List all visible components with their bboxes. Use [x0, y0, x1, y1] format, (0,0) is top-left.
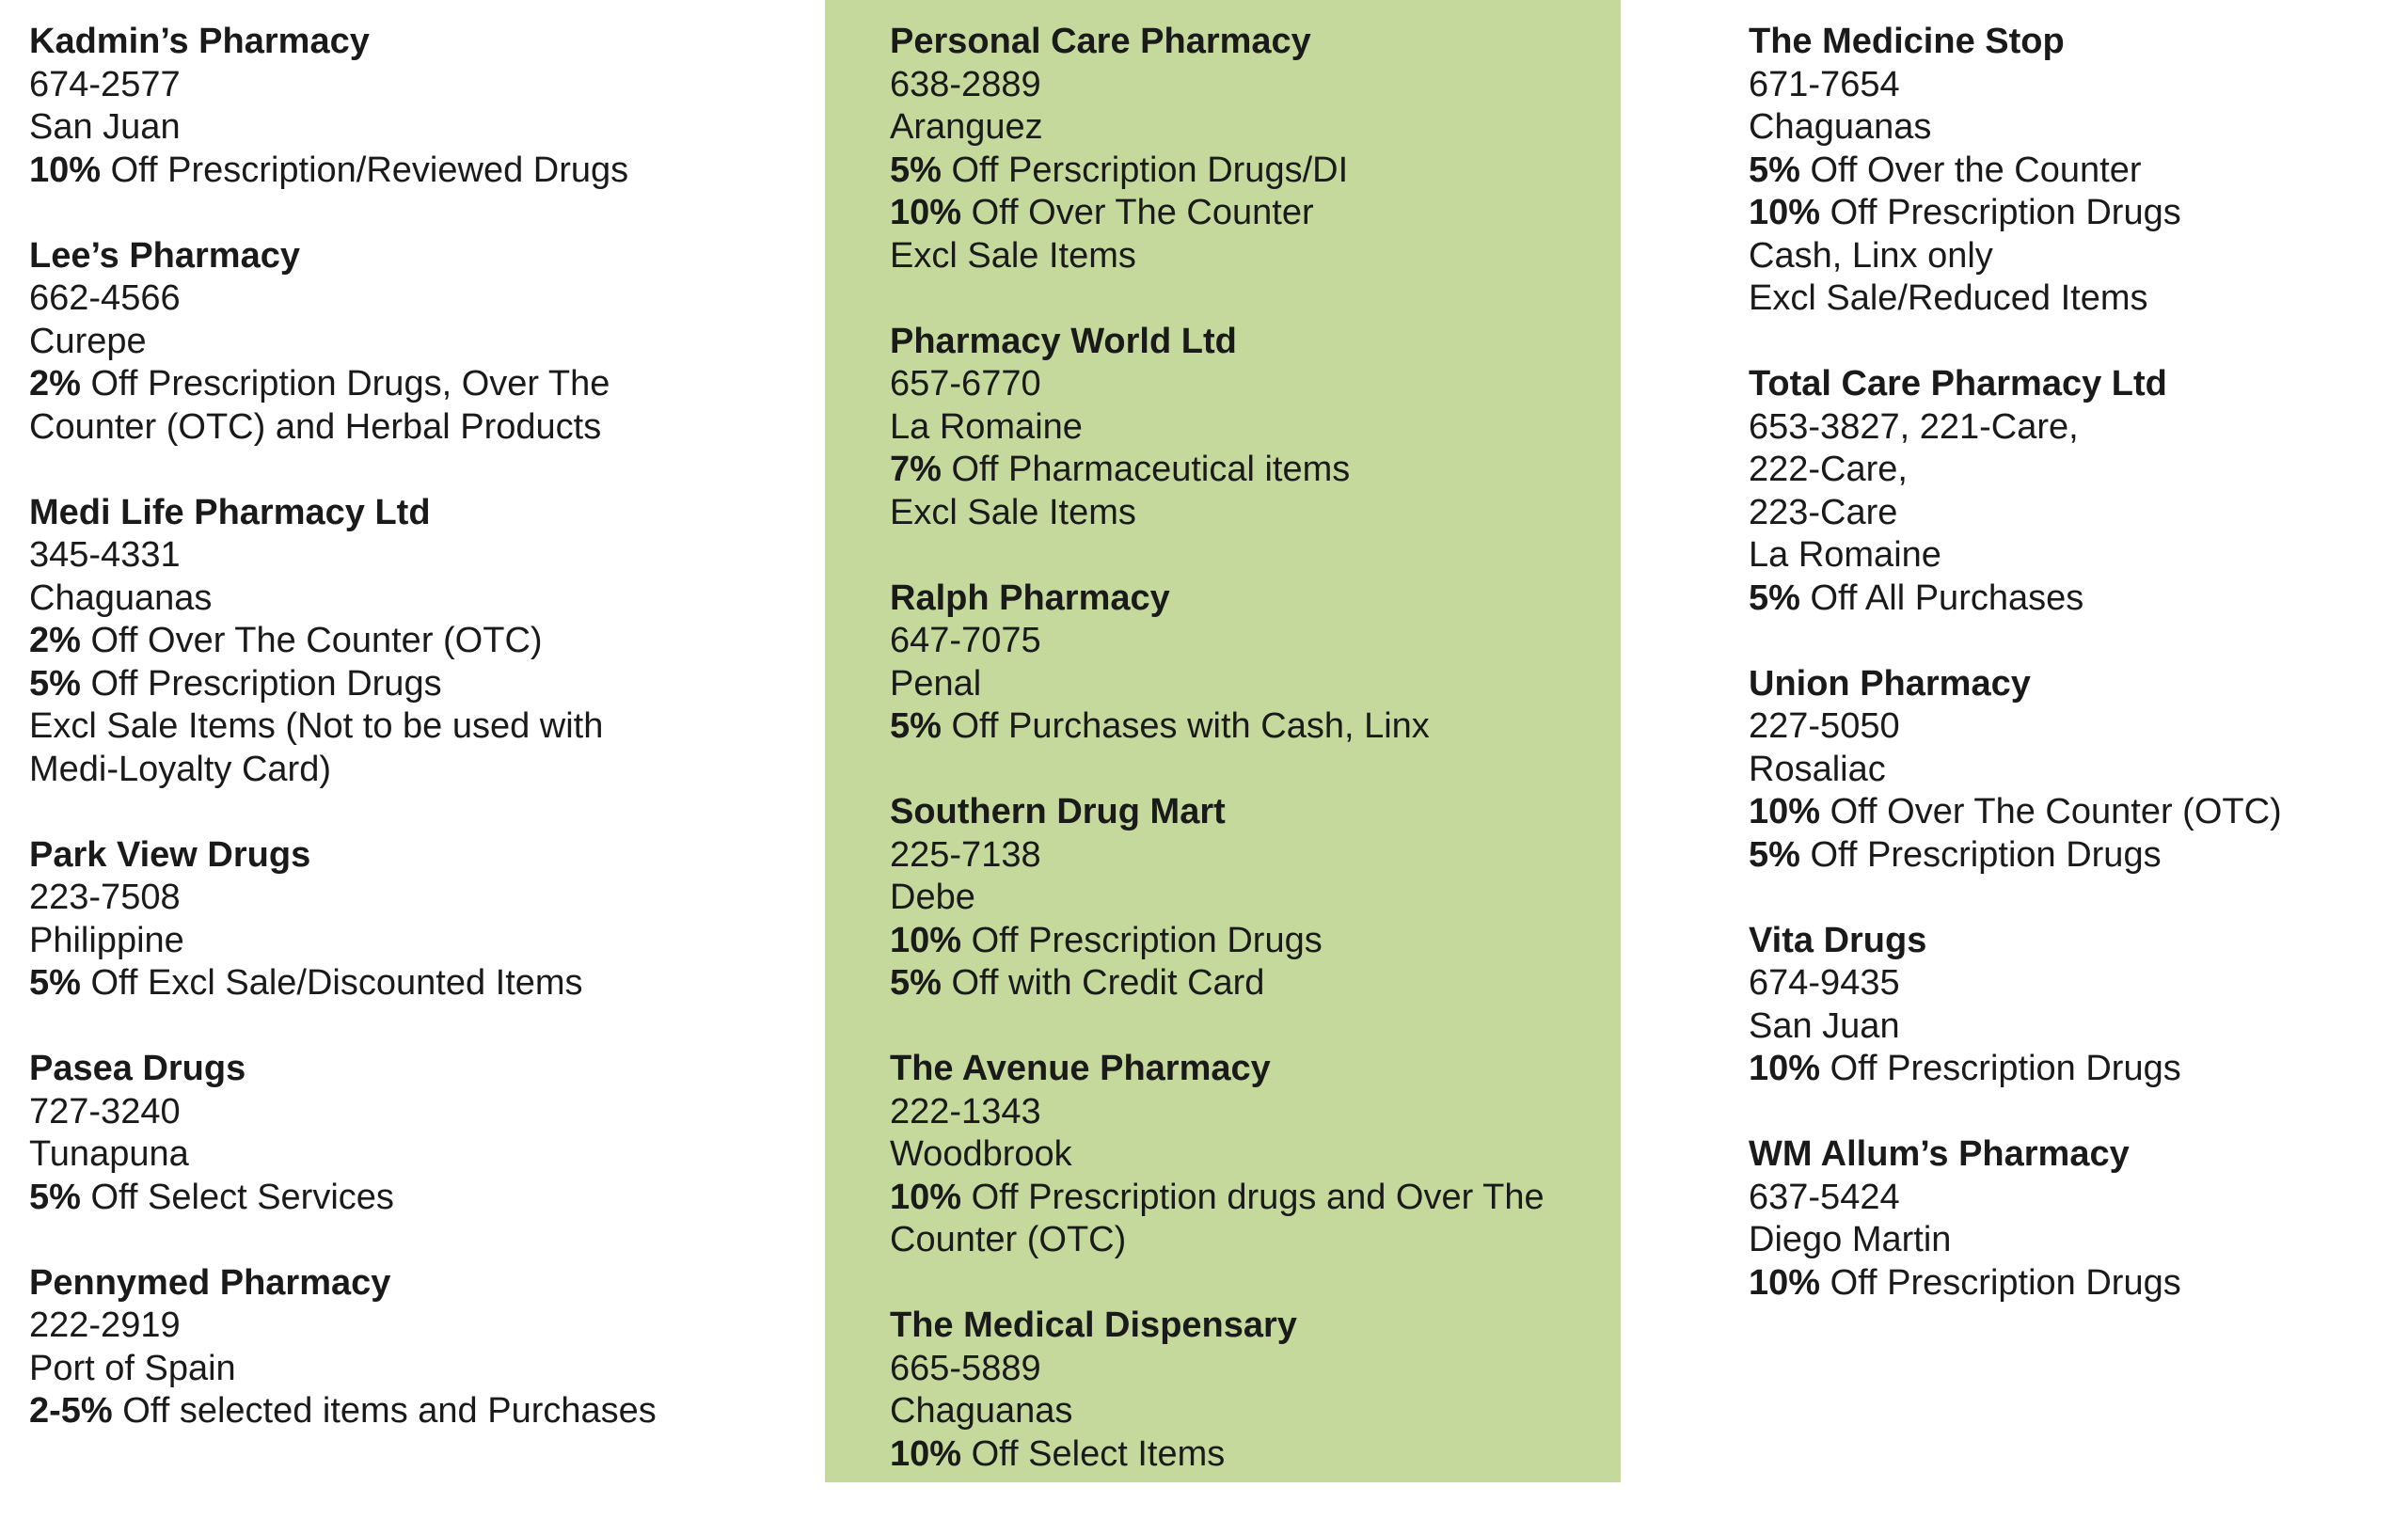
pharmacy-phone-extra: 223-Care	[1749, 492, 1898, 532]
pharmacy-listing	[29, 834, 800, 1005]
discount-offer	[890, 1433, 1605, 1477]
discount-percentage: 10%	[890, 1177, 962, 1217]
pharmacy-phone: 227-5050	[1749, 706, 1900, 746]
discount-description: Off Prescription/Reviewed Drugs	[101, 150, 629, 190]
pharmacy-phone: 674-9435	[1749, 963, 1900, 1003]
discount-description: Off Over The Counter	[961, 193, 1314, 232]
discount-percentage: 5%	[1749, 834, 1800, 875]
discount-note: Cash, Linx only	[1749, 235, 1993, 276]
discount-percentage: 2%	[29, 621, 81, 660]
discount-percentage: 5%	[890, 963, 942, 1003]
discount-description: Off Pharmaceutical items	[941, 450, 1351, 489]
pharmacy-phone: 727-3240	[29, 1091, 181, 1131]
pharmacy-location: La Romaine	[890, 406, 1083, 447]
discount-description: Off Over the Counter	[1799, 150, 2142, 190]
pharmacy-location: San Juan	[29, 107, 181, 147]
pharmacy-listing	[29, 235, 800, 450]
discount-percentage: 2-5%	[29, 1391, 113, 1431]
discount-percentage: 5%	[1749, 578, 1800, 618]
pharmacy-name: Lee’s Pharmacy	[29, 235, 300, 276]
discount-percentage: 5%	[29, 963, 81, 1003]
pharmacy-location: Chaguanas	[29, 578, 213, 618]
pharmacy-location: Rosaliac	[1749, 749, 1886, 789]
pharmacy-name: Ralph Pharmacy	[890, 578, 1170, 618]
discount-note: Medi-Loyalty Card)	[29, 749, 331, 789]
discount-offer	[890, 962, 1605, 1005]
pharmacy-location: San Juan	[1749, 1005, 1900, 1046]
discount-description: Off Excl Sale/Discounted Items	[80, 963, 583, 1003]
discount-percentage: 10%	[890, 920, 962, 960]
discount-description: Off selected items and Purchases	[112, 1391, 657, 1431]
discount-percentage: 10%	[890, 193, 962, 232]
discount-description: Off Prescription Drugs	[1820, 1049, 2181, 1088]
pharmacy-listing	[29, 1262, 800, 1433]
pharmacy-name: WM Allum’s Pharmacy	[1749, 1134, 2130, 1174]
pharmacy-location: Debe	[890, 878, 975, 917]
pharmacy-listing	[1749, 21, 2388, 321]
pharmacy-location: Curepe	[29, 321, 147, 361]
pharmacy-name: Union Pharmacy	[1749, 663, 2031, 704]
pharmacy-phone: 637-5424	[1749, 1177, 1900, 1217]
discount-percentage: 10%	[1749, 193, 1821, 232]
discount-description: Off Select Items	[961, 1433, 1226, 1474]
discount-offer	[890, 150, 1605, 193]
pharmacy-name: Vita Drugs	[1749, 920, 1927, 960]
pharmacy-name: Pennymed Pharmacy	[29, 1262, 391, 1303]
pharmacy-phone: 225-7138	[890, 834, 1041, 875]
discount-percentage: 10%	[29, 150, 102, 190]
pharmacy-phone: 222-1343	[890, 1091, 1041, 1131]
pharmacy-listing	[1749, 920, 2388, 1091]
discount-description: Off Prescription Drugs	[1820, 1262, 2181, 1303]
pharmacy-phone: 223-7508	[29, 878, 181, 917]
discount-description: Off Prescription Drugs, Over The	[80, 364, 610, 403]
pharmacy-listing	[29, 492, 800, 792]
discount-offer	[1749, 150, 2388, 193]
discount-offer	[29, 620, 800, 663]
discount-offer	[29, 1390, 800, 1433]
discount-offer	[29, 962, 800, 1005]
discount-offer	[1749, 1262, 2388, 1305]
pharmacy-phone: 345-4331	[29, 535, 181, 575]
pharmacy-column-right	[1749, 21, 2388, 1348]
pharmacy-listing	[890, 1048, 1605, 1262]
pharmacy-phone: 665-5889	[890, 1348, 1041, 1388]
discount-description: Off Over The Counter (OTC)	[1820, 792, 2282, 831]
discount-description: Off with Credit Card	[941, 963, 1265, 1003]
discount-offer	[890, 1177, 1605, 1220]
pharmacy-location: La Romaine	[1749, 535, 1941, 575]
pharmacy-listing	[29, 21, 800, 192]
pharmacy-location: Aranguez	[890, 107, 1043, 147]
discount-offer	[890, 449, 1605, 492]
discount-description: Off Over The Counter (OTC)	[80, 621, 543, 660]
discount-percentage: 2%	[29, 364, 81, 403]
discount-percentage: 10%	[890, 1433, 962, 1474]
discount-percentage: 7%	[890, 450, 942, 489]
discount-percentage: 5%	[1749, 150, 1800, 190]
pharmacy-phone: 647-7075	[890, 621, 1041, 660]
pharmacy-listing	[890, 578, 1605, 749]
pharmacy-name: Pasea Drugs	[29, 1049, 246, 1088]
pharmacy-listing	[890, 791, 1605, 1005]
discount-description: Off Prescription Drugs	[80, 663, 442, 704]
pharmacy-listing	[890, 321, 1605, 535]
pharmacy-phone: 674-2577	[29, 64, 181, 104]
pharmacy-listing	[1749, 1133, 2388, 1305]
discount-offer	[890, 192, 1605, 235]
discount-description: Off Prescription drugs and Over The	[961, 1177, 1545, 1217]
pharmacy-listing	[890, 1305, 1605, 1476]
discount-description: Off All Purchases	[1799, 578, 2084, 618]
pharmacy-phone: 638-2889	[890, 64, 1041, 104]
discount-note: Counter (OTC)	[890, 1220, 1127, 1259]
discount-offer	[1749, 791, 2388, 834]
discount-offer	[1749, 834, 2388, 878]
discount-percentage: 10%	[1749, 1049, 1821, 1088]
pharmacy-listing	[1749, 663, 2388, 878]
pharmacy-location: Philippine	[29, 920, 184, 960]
discount-offer	[1749, 192, 2388, 235]
pharmacy-name: The Medical Dispensary	[890, 1305, 1297, 1345]
pharmacy-location: Diego Martin	[1749, 1220, 1952, 1259]
pharmacy-listing	[890, 21, 1605, 277]
pharmacy-name: The Avenue Pharmacy	[890, 1049, 1271, 1088]
discount-offer	[29, 363, 800, 406]
discount-note: Excl Sale Items	[890, 235, 1136, 276]
pharmacy-location: Woodbrook	[890, 1134, 1072, 1174]
pharmacy-location: Chaguanas	[890, 1391, 1073, 1431]
discount-note: Excl Sale Items (Not to be used with	[29, 706, 604, 746]
pharmacy-name: Medi Life Pharmacy Ltd	[29, 492, 431, 532]
discount-description: Off Prescription Drugs	[1799, 834, 2162, 875]
pharmacy-name: Kadmin’s Pharmacy	[29, 22, 370, 61]
pharmacy-location: Penal	[890, 663, 982, 704]
pharmacy-phone: 671-7654	[1749, 64, 1900, 104]
discount-percentage: 10%	[1749, 1262, 1821, 1303]
discount-description: Off Prescription Drugs	[961, 920, 1323, 960]
discount-description: Off Prescription Drugs	[1820, 193, 2181, 232]
pharmacy-phone: 222-2919	[29, 1305, 181, 1345]
pharmacy-listing	[1749, 363, 2388, 620]
pharmacy-phone-extra: 222-Care,	[1749, 450, 1908, 489]
pharmacy-phone: 657-6770	[890, 364, 1041, 403]
pharmacy-location: Port of Spain	[29, 1348, 236, 1388]
discount-percentage: 5%	[890, 706, 942, 746]
discount-percentage: 10%	[1749, 792, 1821, 831]
discount-offer	[1749, 578, 2388, 621]
pharmacy-location: Tunapuna	[29, 1134, 189, 1174]
discount-offer	[1749, 1048, 2388, 1091]
pharmacy-name: Personal Care Pharmacy	[890, 22, 1311, 61]
discount-offer	[29, 1177, 800, 1220]
discount-percentage: 5%	[890, 150, 942, 190]
discount-description: Off Select Services	[80, 1177, 394, 1217]
pharmacy-column-middle	[890, 21, 1605, 1519]
discount-note: Excl Sale Items	[890, 492, 1136, 532]
pharmacy-listing	[29, 1048, 800, 1219]
discount-offer	[890, 920, 1605, 963]
pharmacy-name: Southern Drug Mart	[890, 792, 1226, 831]
discount-offer	[29, 150, 800, 193]
discount-percentage: 5%	[29, 1177, 81, 1217]
discount-description: Off Purchases with Cash, Linx	[941, 706, 1430, 746]
discount-offer	[29, 663, 800, 706]
discount-percentage: 5%	[29, 663, 81, 704]
pharmacy-name: Pharmacy World Ltd	[890, 321, 1237, 361]
discount-offer	[890, 705, 1605, 749]
pharmacy-name: Park View Drugs	[29, 834, 311, 875]
pharmacy-phone: 662-4566	[29, 278, 181, 318]
pharmacy-phone: 653-3827, 221-Care,	[1749, 406, 2079, 447]
discount-note: Excl Sale/Reduced Items	[1749, 278, 2148, 318]
discount-description: Off Perscription Drugs/DI	[941, 150, 1349, 190]
pharmacy-column-left	[29, 21, 800, 1476]
pharmacy-name: Total Care Pharmacy Ltd	[1749, 364, 2167, 403]
pharmacy-name: The Medicine Stop	[1749, 22, 2065, 61]
discount-note: Counter (OTC) and Herbal Products	[29, 406, 602, 447]
pharmacy-location: Chaguanas	[1749, 107, 1932, 147]
